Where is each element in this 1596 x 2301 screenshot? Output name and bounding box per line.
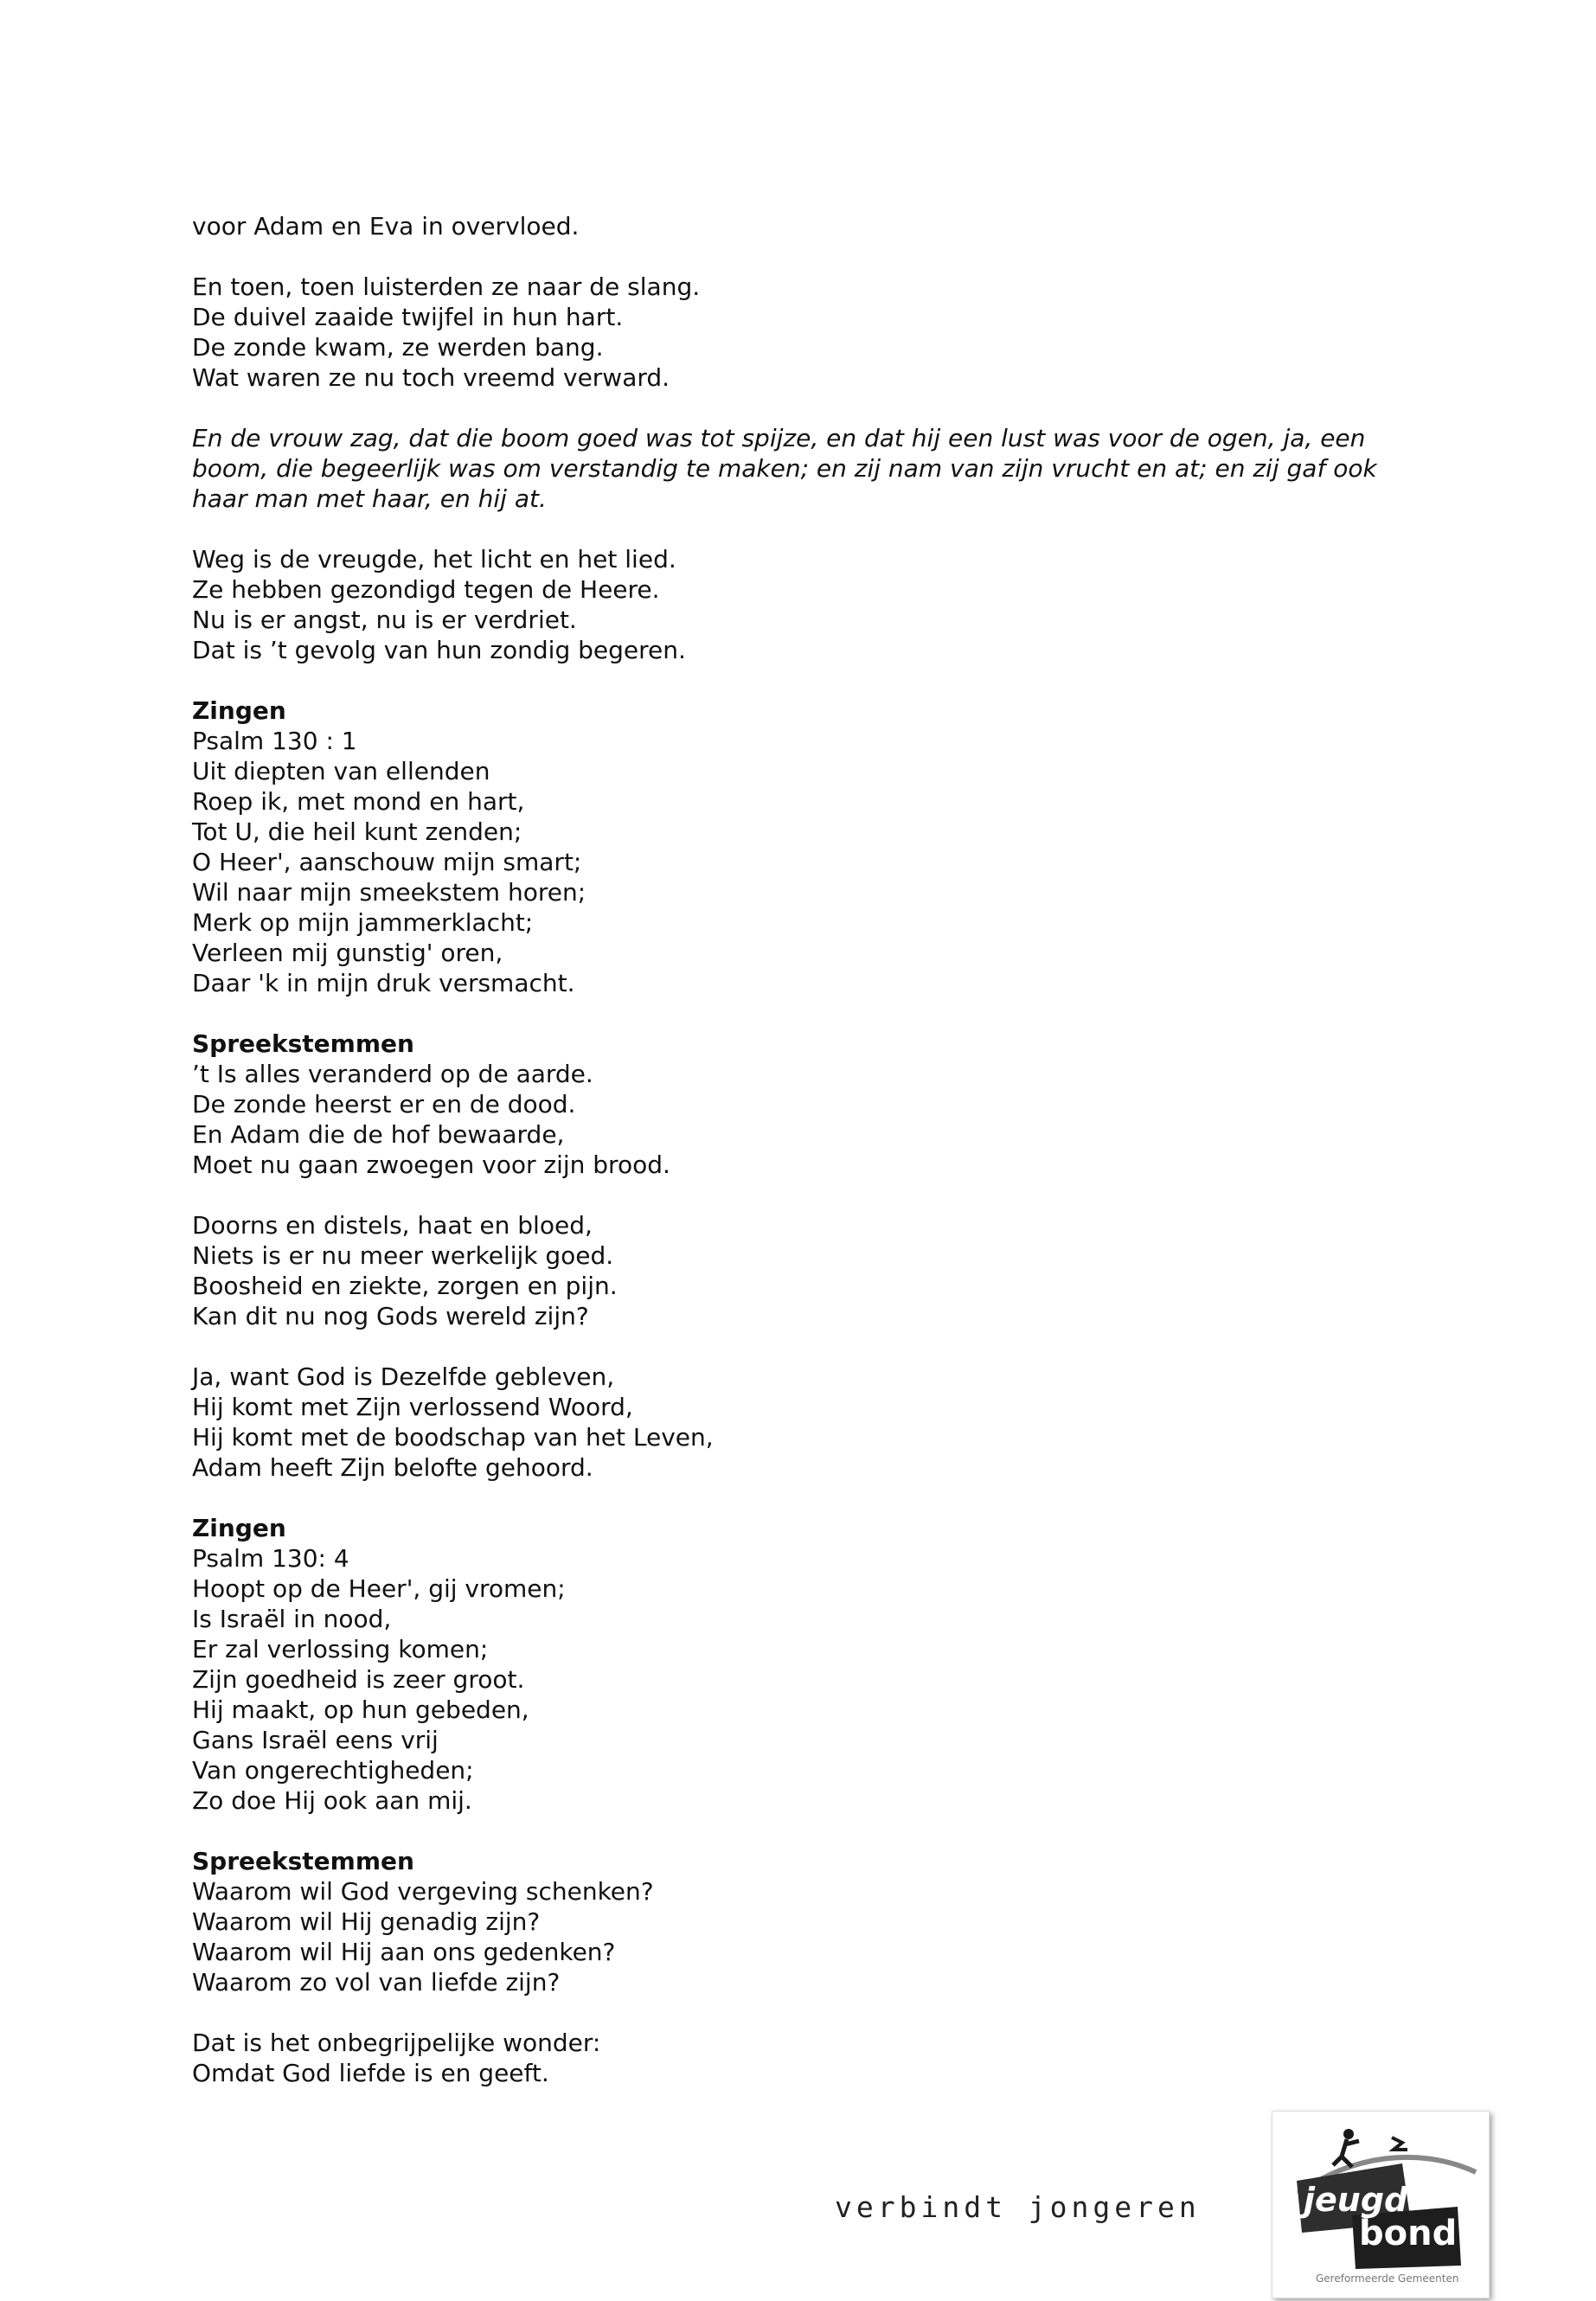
text-line: De zonde heerst er en de dood. — [192, 1090, 576, 1118]
text-block — [192, 423, 1438, 514]
text-block — [192, 2028, 1438, 2088]
text-line: Zo doe Hij ook aan mij. — [192, 1786, 472, 1815]
text-line: En Adam die de hof bewaarde, — [192, 1120, 565, 1149]
footer-tagline: verbindt jongeren — [835, 2190, 1201, 2224]
text-line: O Heer', aanschouw mijn smart; — [192, 848, 582, 876]
section-heading: Zingen — [192, 696, 286, 725]
text-line: Merk op mijn jammerklacht; — [192, 908, 534, 937]
text-line: Van ongerechtigheden; — [192, 1756, 474, 1785]
text-line: Hij komt met Zijn verlossend Woord, — [192, 1393, 633, 1421]
text-line: Waarom zo vol van liefde zijn? — [192, 1968, 561, 1997]
text-line: Wat waren ze nu toch vreemd verward. — [192, 363, 670, 392]
text-block — [192, 1210, 1438, 1331]
text-line: Ze hebben gezondigd tegen de Heere. — [192, 575, 660, 604]
text-line: Verleen mij gunstig' oren, — [192, 939, 503, 967]
text-line: Dat is het onbegrijpelijke wonder: — [192, 2029, 601, 2057]
text-line: Roep ik, met mond en hart, — [192, 787, 525, 816]
text-block — [192, 211, 1438, 241]
section-heading: Spreekstemmen — [192, 1847, 414, 1875]
text-line: Dat is ’t gevolg van hun zondig begeren. — [192, 636, 686, 664]
text-line: Ja, want God is Dezelfde gebleven, — [192, 1362, 615, 1391]
logo-word-bond: bond — [1359, 2214, 1458, 2253]
section-heading: Spreekstemmen — [192, 1029, 414, 1058]
text-line: Weg is de vreugde, het licht en het lied. — [192, 545, 676, 574]
text-line: Omdat God liefde is en geeft. — [192, 2059, 549, 2087]
text-line: Gans Israël eens vrij — [192, 1726, 439, 1754]
text-line: Er zal verlossing komen; — [192, 1635, 489, 1663]
text-line: En toen, toen luisterden ze naar de slang. — [192, 272, 701, 301]
text-line: Uit diepten van ellenden — [192, 757, 490, 785]
text-block — [192, 272, 1438, 393]
jeugdbond-logo — [1272, 2111, 1490, 2298]
text-line: Daar 'k in mijn druk versmacht. — [192, 969, 575, 997]
text-line: Hoopt op de Heer', gij vromen; — [192, 1574, 566, 1603]
text-line: Adam heeft Zijn belofte gehoord. — [192, 1453, 593, 1482]
logo-subtitle: Gereformeerde Gemeenten — [1316, 2272, 1459, 2285]
text-block — [192, 1362, 1438, 1483]
text-block — [192, 1029, 1438, 1180]
text-block — [192, 1513, 1438, 1816]
text-line: Moet nu gaan zwoegen voor zijn brood. — [192, 1150, 670, 1179]
text-line: Wil naar mijn smeekstem horen; — [192, 878, 586, 907]
logo-word-jeugd: jeugd — [1304, 2181, 1408, 2219]
text-line: Psalm 130 : 1 — [192, 727, 357, 755]
document-body — [192, 211, 1438, 2118]
text-line: De duivel zaaide twijfel in hun hart. — [192, 303, 624, 331]
text-line: De zonde kwam, ze werden bang. — [192, 333, 604, 362]
text-block — [192, 1846, 1438, 1997]
text-line: Hij komt met de boodschap van het Leven, — [192, 1423, 714, 1452]
text-line: Waarom wil Hij aan ons gedenken? — [192, 1938, 616, 1966]
text-line: Kan dit nu nog Gods wereld zijn? — [192, 1302, 589, 1330]
text-line: Zijn goedheid is zeer groot. — [192, 1665, 525, 1694]
section-heading: Zingen — [192, 1514, 286, 1542]
text-line: Waarom wil Hij genadig zijn? — [192, 1907, 541, 1936]
text-line: voor Adam en Eva in overvloed. — [192, 212, 580, 240]
text-line: ’t Is alles veranderd op de aarde. — [192, 1060, 593, 1088]
text-line: Nu is er angst, nu is er verdriet. — [192, 606, 577, 634]
text-block — [192, 695, 1438, 998]
text-line: Hij maakt, op hun gebeden, — [192, 1695, 529, 1724]
text-line: Tot U, die heil kunt zenden; — [192, 817, 522, 846]
text-line: Boosheid en ziekte, zorgen en pijn. — [192, 1272, 618, 1300]
text-line: En de vrouw zag, dat die boom goed was tot spijze, en dat hij een lust was voor de ogen, ja, een boom, die begeerlijk was om verstandig te maken; en zij nam van zijn vrucht en at; en zij gaf ook haar man met haar, en hij at. — [192, 424, 1377, 513]
text-block — [192, 544, 1438, 665]
text-line: Waarom wil God vergeving schenken? — [192, 1877, 654, 1906]
text-line: Psalm 130: 4 — [192, 1544, 349, 1573]
text-line: Niets is er nu meer werkelijk goed. — [192, 1241, 614, 1270]
text-line: Doorns en distels, haat en bloed, — [192, 1211, 593, 1240]
text-line: Is Israël in nood, — [192, 1605, 392, 1633]
